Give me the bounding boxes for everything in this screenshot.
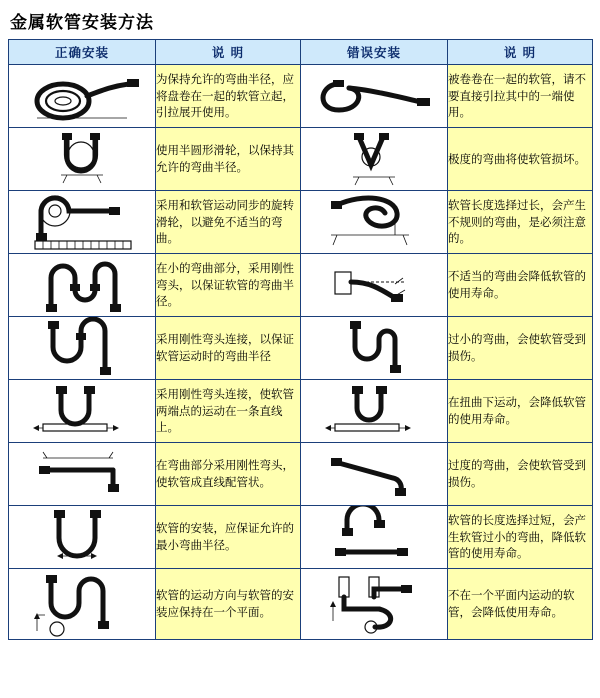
table-row bbox=[9, 317, 593, 380]
table-header-row bbox=[9, 40, 593, 65]
note-wrong: 在扭曲下运动，会降低软管的使用寿命。 bbox=[448, 380, 593, 443]
figure-too-small-bend-radius-loop bbox=[301, 317, 448, 380]
header-wrong-note: 说 明 bbox=[448, 40, 593, 65]
figure-loose-long-hose-irregular-bend bbox=[301, 191, 448, 254]
figure-coiled-hose-standing-reel bbox=[9, 65, 156, 128]
table-row bbox=[9, 506, 593, 569]
table-row bbox=[9, 254, 593, 317]
note-wrong: 过度的弯曲，会使软管受到损伤。 bbox=[448, 443, 593, 506]
header-wrong-install: 错误安装 bbox=[301, 40, 448, 65]
figure-too-long-hose-small-bend bbox=[301, 506, 448, 569]
page-title: 金属软管安装方法 bbox=[10, 13, 154, 33]
table-row bbox=[9, 443, 593, 506]
note-correct: 采用和软管运动同步的旋转滑轮，以避免不适当的弯曲。 bbox=[156, 191, 301, 254]
note-correct: 软管的运动方向与软管的安装应保持在一个平面。 bbox=[156, 569, 301, 640]
figure-rigid-elbow-straight-piping bbox=[9, 443, 156, 506]
note-correct: 采用刚性弯头连接，以保证软管运动时的弯曲半径 bbox=[156, 317, 301, 380]
figure-hose-motion-same-plane bbox=[9, 569, 156, 640]
table-row bbox=[9, 191, 593, 254]
note-wrong: 不适当的弯曲会降低软管的使用寿命。 bbox=[448, 254, 593, 317]
table-row bbox=[9, 569, 593, 640]
header-correct-note: 说 明 bbox=[156, 40, 301, 65]
note-correct: 软管的安装，应保证允许的最小弯曲半径。 bbox=[156, 506, 301, 569]
table-row bbox=[9, 380, 593, 443]
figure-rigid-elbow-small-bend bbox=[9, 254, 156, 317]
figure-excessive-bend-at-end bbox=[301, 443, 448, 506]
header-correct-install: 正确安装 bbox=[9, 40, 156, 65]
note-wrong: 不在一个平面内运动的软管，会降低使用寿命。 bbox=[448, 569, 593, 640]
figure-sharp-v-bend-over-pulley bbox=[301, 128, 448, 191]
figure-minimum-bend-radius-u-hose bbox=[9, 506, 156, 569]
note-wrong: 软管的长度选择过短，会产生软管过小的弯曲，降低软管的使用寿命。 bbox=[448, 506, 593, 569]
figure-rotating-pulley-with-chain bbox=[9, 191, 156, 254]
table-row bbox=[9, 65, 593, 128]
note-correct: 为保持允许的弯曲半径，应将盘卷在一起的软管立起，引拉展开使用。 bbox=[156, 65, 301, 128]
figure-rigid-elbow-u-loop bbox=[9, 317, 156, 380]
note-correct: 采用刚性弯头连接，使软管两端点的运动在一条直线上。 bbox=[156, 380, 301, 443]
figure-twisting-u-hose-motion bbox=[301, 380, 448, 443]
installation-methods-table bbox=[8, 39, 593, 640]
note-wrong: 极度的弯曲将使软管损坏。 bbox=[448, 128, 593, 191]
table-row bbox=[9, 128, 593, 191]
note-correct: 在弯曲部分采用刚性弯头，使软管成直线配管状。 bbox=[156, 443, 301, 506]
figure-improper-tight-bend-at-fitting bbox=[301, 254, 448, 317]
note-wrong: 软管长度选择过长，会产生不规则的弯曲，是必须注意的。 bbox=[448, 191, 593, 254]
note-wrong: 被卷卷在一起的软管，请不要直接引拉其中的一端使用。 bbox=[448, 65, 593, 128]
note-correct: 在小的弯曲部分，采用刚性弯头，以保证软管的弯曲半径。 bbox=[156, 254, 301, 317]
figure-coiled-hose-pulled-straight bbox=[301, 65, 448, 128]
figure-semicircular-pulley-bend bbox=[9, 128, 156, 191]
figure-hose-motion-out-of-plane bbox=[301, 569, 448, 640]
figure-rigid-elbows-straight-line-motion bbox=[9, 380, 156, 443]
note-wrong: 过小的弯曲，会使软管受到损伤。 bbox=[448, 317, 593, 380]
note-correct: 使用半圆形滑轮，以保持其允许的弯曲半径。 bbox=[156, 128, 301, 191]
